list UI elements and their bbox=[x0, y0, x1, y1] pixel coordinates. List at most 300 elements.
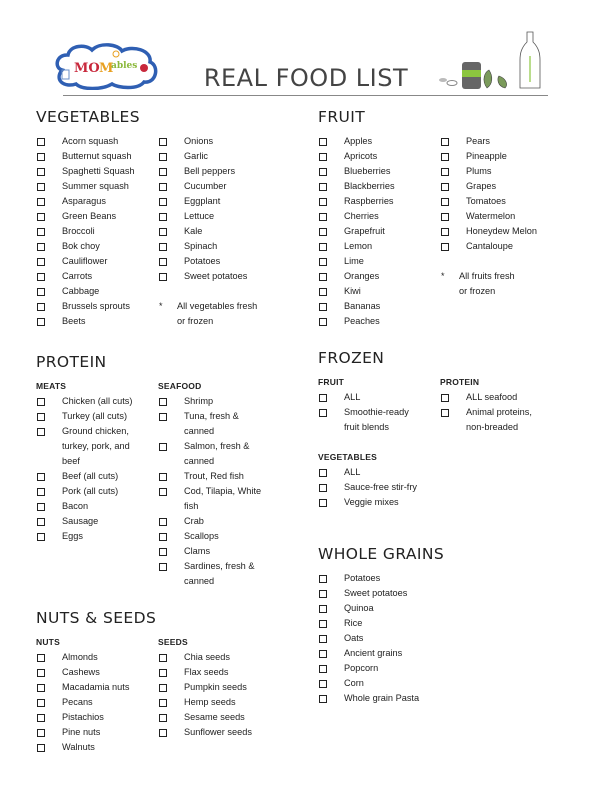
checkbox[interactable] bbox=[158, 254, 184, 269]
checkbox[interactable] bbox=[36, 469, 62, 484]
food-illustration bbox=[435, 30, 545, 92]
checklist-item[interactable] bbox=[158, 394, 280, 409]
item-label: Tomatoes bbox=[466, 196, 506, 206]
item-label: Sardines, fresh & canned bbox=[184, 561, 255, 586]
checklist-item[interactable] bbox=[158, 725, 280, 740]
item-label: Flax seeds bbox=[184, 667, 229, 677]
checklist-item[interactable] bbox=[318, 661, 440, 676]
checkbox[interactable] bbox=[158, 149, 184, 164]
checkbox[interactable] bbox=[36, 284, 62, 299]
item-label: Chia seeds bbox=[184, 652, 230, 662]
checkbox-square-icon bbox=[441, 409, 449, 417]
checkbox[interactable] bbox=[36, 134, 62, 149]
checklist-item[interactable] bbox=[318, 254, 440, 269]
item-label: Veggie mixes bbox=[344, 497, 399, 507]
checkbox[interactable] bbox=[36, 394, 62, 409]
checkbox[interactable] bbox=[318, 164, 344, 179]
checklist-item[interactable] bbox=[318, 571, 440, 586]
item-label: Animal proteins, non-breaded bbox=[466, 407, 532, 432]
checkbox[interactable] bbox=[36, 409, 62, 424]
checkbox[interactable] bbox=[36, 680, 62, 695]
checkbox[interactable] bbox=[440, 390, 466, 405]
checkbox-square-icon bbox=[159, 273, 167, 281]
checklist-item[interactable] bbox=[36, 149, 158, 164]
item-label: Honeydew Melon bbox=[466, 226, 537, 236]
checkbox[interactable] bbox=[36, 269, 62, 284]
checkbox[interactable] bbox=[158, 710, 184, 725]
checkbox[interactable] bbox=[440, 239, 466, 254]
checkbox[interactable] bbox=[440, 179, 466, 194]
checkbox-square-icon bbox=[159, 183, 167, 191]
checklist-item[interactable] bbox=[36, 725, 158, 740]
item-label: Garlic bbox=[184, 151, 208, 161]
checkbox[interactable] bbox=[158, 439, 184, 454]
checklist-item[interactable] bbox=[440, 209, 562, 224]
checklist-item[interactable] bbox=[158, 710, 280, 725]
checkbox[interactable] bbox=[318, 239, 344, 254]
item-label: Sesame seeds bbox=[184, 712, 245, 722]
svg-text:MO: MO bbox=[74, 61, 100, 76]
item-label: Pecans bbox=[62, 697, 93, 707]
checklist-item[interactable] bbox=[158, 665, 280, 680]
checkbox[interactable] bbox=[36, 179, 62, 194]
checklist-item[interactable] bbox=[440, 405, 562, 435]
checklist-item[interactable] bbox=[36, 740, 158, 755]
item-label: Watermelon bbox=[466, 211, 516, 221]
checkbox[interactable] bbox=[318, 209, 344, 224]
checkbox[interactable] bbox=[318, 224, 344, 239]
checklist-item[interactable] bbox=[158, 179, 280, 194]
checkbox[interactable] bbox=[158, 725, 184, 740]
item-label: Pears bbox=[466, 136, 491, 146]
checklist-item[interactable] bbox=[318, 616, 440, 631]
checkbox-square-icon bbox=[319, 288, 327, 296]
section-fruit bbox=[318, 107, 562, 329]
item-label: Bok choy bbox=[62, 241, 100, 251]
checkbox[interactable] bbox=[36, 484, 62, 499]
checkbox[interactable] bbox=[318, 616, 344, 631]
checkbox-square-icon bbox=[159, 488, 167, 496]
checkbox[interactable] bbox=[158, 695, 184, 710]
checkbox[interactable] bbox=[36, 514, 62, 529]
checkbox[interactable] bbox=[318, 269, 344, 284]
checkbox[interactable] bbox=[440, 405, 466, 420]
checkbox[interactable] bbox=[440, 209, 466, 224]
checklist-item[interactable] bbox=[36, 469, 158, 484]
section-heading: FRUIT bbox=[318, 108, 366, 126]
checklist-item[interactable] bbox=[318, 314, 440, 329]
item-label: Pork (all cuts) bbox=[62, 486, 119, 496]
section-frozen bbox=[318, 348, 562, 510]
checkbox[interactable] bbox=[318, 646, 344, 661]
checkbox-square-icon bbox=[159, 213, 167, 221]
checkbox-square-icon bbox=[319, 258, 327, 266]
checkbox[interactable] bbox=[318, 314, 344, 329]
checkbox[interactable] bbox=[318, 134, 344, 149]
item-label: Sweet potatoes bbox=[344, 588, 408, 598]
checklist-item[interactable] bbox=[36, 499, 158, 514]
checkbox-square-icon bbox=[319, 213, 327, 221]
checklist-item[interactable] bbox=[158, 254, 280, 269]
checkbox[interactable] bbox=[318, 254, 344, 269]
checklist-item[interactable] bbox=[440, 390, 562, 405]
checkbox[interactable] bbox=[318, 194, 344, 209]
checklist-item[interactable] bbox=[318, 284, 440, 299]
item-label: Blueberries bbox=[344, 166, 391, 176]
checkbox[interactable] bbox=[36, 209, 62, 224]
checkbox[interactable] bbox=[36, 665, 62, 680]
item-label: Cod, Tilapia, White fish bbox=[184, 486, 262, 511]
checkbox[interactable] bbox=[158, 194, 184, 209]
asterisk-icon: * bbox=[159, 301, 163, 311]
checklist-item[interactable] bbox=[318, 194, 440, 209]
checkbox[interactable] bbox=[318, 631, 344, 646]
checkbox[interactable] bbox=[158, 680, 184, 695]
checkbox[interactable] bbox=[36, 239, 62, 254]
checklist-item[interactable] bbox=[36, 134, 158, 149]
checkbox[interactable] bbox=[440, 134, 466, 149]
checklist-item[interactable] bbox=[36, 284, 158, 299]
checkbox[interactable] bbox=[36, 725, 62, 740]
checklist-item[interactable] bbox=[158, 529, 280, 544]
item-label: Carrots bbox=[62, 271, 93, 281]
checklist-item[interactable] bbox=[318, 465, 440, 480]
checkbox-square-icon bbox=[37, 428, 45, 436]
checklist-item[interactable] bbox=[158, 559, 280, 589]
checklist-item[interactable] bbox=[36, 164, 158, 179]
item-label: Cashews bbox=[62, 667, 100, 677]
checkbox-square-icon bbox=[319, 650, 327, 658]
checklist-item[interactable] bbox=[440, 164, 562, 179]
checklist-item[interactable] bbox=[318, 134, 440, 149]
checkbox-square-icon bbox=[37, 273, 45, 281]
checklist-item[interactable] bbox=[440, 194, 562, 209]
checkbox[interactable] bbox=[158, 665, 184, 680]
checkbox[interactable] bbox=[158, 514, 184, 529]
item-label: Onions bbox=[184, 136, 214, 146]
checklist-item[interactable] bbox=[318, 149, 440, 164]
item-label: Crab bbox=[184, 516, 204, 526]
checkbox[interactable] bbox=[158, 134, 184, 149]
item-label: Cauliflower bbox=[62, 256, 108, 266]
checkbox-square-icon bbox=[37, 198, 45, 206]
checkbox[interactable] bbox=[318, 676, 344, 691]
checklist-item[interactable] bbox=[318, 495, 440, 510]
checkbox-square-icon bbox=[319, 153, 327, 161]
checkbox-square-icon bbox=[159, 443, 167, 451]
checkbox-square-icon bbox=[319, 635, 327, 643]
checkbox-square-icon bbox=[37, 258, 45, 266]
checkbox[interactable] bbox=[318, 571, 344, 586]
checkbox-square-icon bbox=[319, 469, 327, 477]
checklist-item[interactable] bbox=[36, 224, 158, 239]
item-column bbox=[158, 134, 280, 329]
item-label: Lettuce bbox=[184, 211, 215, 221]
checklist-item[interactable] bbox=[318, 405, 440, 435]
checklist-item[interactable] bbox=[36, 194, 158, 209]
item-label: Salmon, fresh & canned bbox=[184, 441, 250, 466]
checklist-item[interactable] bbox=[36, 409, 158, 424]
checkbox[interactable] bbox=[158, 469, 184, 484]
asterisk-icon: * bbox=[441, 271, 445, 281]
checklist-item[interactable] bbox=[318, 179, 440, 194]
checklist-item[interactable] bbox=[318, 209, 440, 224]
checklist-item[interactable] bbox=[158, 209, 280, 224]
checkbox[interactable] bbox=[36, 740, 62, 755]
checkbox-square-icon bbox=[159, 258, 167, 266]
checkbox[interactable] bbox=[158, 559, 184, 574]
checkbox[interactable] bbox=[318, 465, 344, 480]
checklist-item[interactable] bbox=[440, 224, 562, 239]
checkbox-square-icon bbox=[319, 605, 327, 613]
checkbox[interactable] bbox=[36, 529, 62, 544]
checkbox-square-icon bbox=[441, 228, 449, 236]
checklist-item[interactable] bbox=[158, 650, 280, 665]
item-label: Trout, Red fish bbox=[184, 471, 244, 481]
checklist-item[interactable] bbox=[36, 680, 158, 695]
checklist-item[interactable] bbox=[318, 586, 440, 601]
checkbox[interactable] bbox=[440, 224, 466, 239]
checkbox[interactable] bbox=[318, 691, 344, 706]
checkbox-square-icon bbox=[319, 665, 327, 673]
item-column bbox=[440, 134, 562, 329]
subheading: MEATS bbox=[36, 381, 67, 391]
checkbox-square-icon bbox=[319, 409, 327, 417]
checkbox[interactable] bbox=[36, 424, 62, 439]
checklist-item[interactable] bbox=[318, 676, 440, 691]
checkbox[interactable] bbox=[36, 499, 62, 514]
checkbox[interactable] bbox=[318, 390, 344, 405]
item-label: Smoothie-ready fruit blends bbox=[344, 407, 409, 432]
checklist-item[interactable] bbox=[158, 134, 280, 149]
subheading: PROTEIN bbox=[440, 377, 480, 387]
checkbox-square-icon bbox=[37, 654, 45, 662]
checkbox[interactable] bbox=[318, 495, 344, 510]
checkbox[interactable] bbox=[158, 544, 184, 559]
item-label: Chicken (all cuts) bbox=[62, 396, 133, 406]
checklist-item[interactable] bbox=[158, 695, 280, 710]
checklist-item[interactable] bbox=[158, 514, 280, 529]
item-label: Blackberries bbox=[344, 181, 395, 191]
checkbox[interactable] bbox=[318, 405, 344, 420]
item-label: Walnuts bbox=[62, 742, 95, 752]
checklist-item[interactable] bbox=[158, 149, 280, 164]
checkbox[interactable] bbox=[158, 409, 184, 424]
checkbox[interactable] bbox=[440, 149, 466, 164]
item-label: Rice bbox=[344, 618, 363, 628]
checklist-item[interactable] bbox=[318, 601, 440, 616]
checklist-item[interactable] bbox=[318, 691, 440, 706]
checklist-item[interactable] bbox=[318, 631, 440, 646]
item-label: Summer squash bbox=[62, 181, 129, 191]
note-item bbox=[158, 299, 280, 329]
checkbox[interactable] bbox=[36, 254, 62, 269]
checkbox[interactable] bbox=[158, 164, 184, 179]
checklist-item[interactable] bbox=[158, 194, 280, 209]
item-label: Ancient grains bbox=[344, 648, 403, 658]
checkbox-square-icon bbox=[159, 413, 167, 421]
checkbox-square-icon bbox=[159, 398, 167, 406]
checklist-item[interactable] bbox=[36, 529, 158, 544]
checklist-item[interactable] bbox=[36, 239, 158, 254]
item-label: Cucumber bbox=[184, 181, 227, 191]
checkbox[interactable] bbox=[36, 314, 62, 329]
checklist-item[interactable] bbox=[318, 390, 440, 405]
checkbox[interactable] bbox=[158, 209, 184, 224]
checklist-item[interactable] bbox=[440, 179, 562, 194]
checkbox-square-icon bbox=[319, 183, 327, 191]
checkbox-square-icon bbox=[37, 153, 45, 161]
checklist-item[interactable] bbox=[318, 164, 440, 179]
checklist-item[interactable] bbox=[158, 239, 280, 254]
item-label: Spaghetti Squash bbox=[62, 166, 135, 176]
item-label: Sausage bbox=[62, 516, 99, 526]
checklist-item[interactable] bbox=[318, 299, 440, 314]
item-label: Pineapple bbox=[466, 151, 507, 161]
checklist-item[interactable] bbox=[318, 269, 440, 284]
checkbox[interactable] bbox=[36, 164, 62, 179]
item-label: Pumpkin seeds bbox=[184, 682, 247, 692]
checkbox-square-icon bbox=[37, 533, 45, 541]
checkbox[interactable] bbox=[440, 194, 466, 209]
checkbox[interactable] bbox=[158, 269, 184, 284]
checklist-item[interactable] bbox=[158, 164, 280, 179]
checkbox[interactable] bbox=[36, 149, 62, 164]
checklist-item[interactable] bbox=[158, 544, 280, 559]
checklist-item[interactable] bbox=[440, 149, 562, 164]
item-column bbox=[36, 134, 158, 329]
checkbox[interactable] bbox=[36, 695, 62, 710]
checkbox[interactable] bbox=[318, 179, 344, 194]
checklist-item[interactable] bbox=[36, 665, 158, 680]
checkbox[interactable] bbox=[318, 299, 344, 314]
checkbox-square-icon bbox=[159, 669, 167, 677]
checkbox-square-icon bbox=[441, 138, 449, 146]
checkbox[interactable] bbox=[318, 586, 344, 601]
item-label: Lemon bbox=[344, 241, 373, 251]
checkbox[interactable] bbox=[158, 224, 184, 239]
checkbox[interactable] bbox=[318, 284, 344, 299]
item-label: Butternut squash bbox=[62, 151, 132, 161]
item-column bbox=[318, 450, 440, 510]
checkbox[interactable] bbox=[158, 650, 184, 665]
header-rule bbox=[63, 95, 548, 96]
checkbox[interactable] bbox=[158, 179, 184, 194]
checklist-item[interactable] bbox=[36, 314, 158, 329]
checkbox-square-icon bbox=[159, 243, 167, 251]
checkbox-square-icon bbox=[37, 213, 45, 221]
checklist-item[interactable] bbox=[36, 650, 158, 665]
checklist-item[interactable] bbox=[36, 514, 158, 529]
checklist-item[interactable] bbox=[318, 646, 440, 661]
checkbox-square-icon bbox=[319, 590, 327, 598]
item-label: Sweet potatoes bbox=[184, 271, 248, 281]
item-label: Sunflower seeds bbox=[184, 727, 252, 737]
item-label: Shrimp bbox=[184, 396, 214, 406]
checklist-item[interactable] bbox=[440, 239, 562, 254]
checkbox[interactable] bbox=[36, 194, 62, 209]
checklist-item[interactable] bbox=[158, 269, 280, 284]
checklist-item[interactable] bbox=[158, 439, 280, 469]
checklist-item[interactable] bbox=[158, 680, 280, 695]
checklist-item[interactable] bbox=[318, 480, 440, 495]
checkbox[interactable] bbox=[36, 224, 62, 239]
checkbox-square-icon bbox=[159, 473, 167, 481]
checkbox[interactable] bbox=[36, 299, 62, 314]
checkbox-square-icon bbox=[37, 398, 45, 406]
checklist-item[interactable] bbox=[36, 484, 158, 499]
checkbox[interactable] bbox=[158, 239, 184, 254]
checklist-item[interactable] bbox=[158, 469, 280, 484]
item-label: Hemp seeds bbox=[184, 697, 236, 707]
checklist-item[interactable] bbox=[36, 179, 158, 194]
checkbox[interactable] bbox=[318, 661, 344, 676]
checklist-item[interactable] bbox=[158, 484, 280, 514]
checklist-item[interactable] bbox=[440, 134, 562, 149]
item-label: Macadamia nuts bbox=[62, 682, 130, 692]
checkbox[interactable] bbox=[36, 710, 62, 725]
item-label: Beef (all cuts) bbox=[62, 471, 119, 481]
checkbox-square-icon bbox=[37, 714, 45, 722]
checklist-item[interactable] bbox=[36, 299, 158, 314]
section-heading: NUTS & SEEDS bbox=[36, 609, 157, 627]
checkbox[interactable] bbox=[318, 149, 344, 164]
momables-logo bbox=[52, 40, 162, 90]
checkbox-square-icon bbox=[37, 288, 45, 296]
checkbox-square-icon bbox=[319, 243, 327, 251]
item-label: Bacon bbox=[62, 501, 89, 511]
item-column bbox=[158, 635, 280, 755]
item-label: All fruits fresh or frozen bbox=[459, 271, 515, 296]
item-label: Oranges bbox=[344, 271, 380, 281]
item-label: All vegetables fresh or frozen bbox=[177, 301, 258, 326]
checklist-item[interactable] bbox=[36, 394, 158, 409]
checkbox-square-icon bbox=[37, 729, 45, 737]
checkbox-square-icon bbox=[159, 729, 167, 737]
checkbox[interactable] bbox=[318, 601, 344, 616]
item-label: Turkey (all cuts) bbox=[62, 411, 128, 421]
item-group bbox=[36, 379, 280, 589]
checkbox[interactable] bbox=[440, 164, 466, 179]
checklist-item[interactable] bbox=[36, 269, 158, 284]
checklist-item[interactable] bbox=[36, 710, 158, 725]
checklist-item[interactable] bbox=[36, 695, 158, 710]
item-column bbox=[318, 571, 440, 706]
item-label: Cherries bbox=[344, 211, 379, 221]
checklist-item[interactable] bbox=[36, 424, 158, 469]
checkbox[interactable] bbox=[36, 650, 62, 665]
item-label: Acorn squash bbox=[62, 136, 119, 146]
checklist-item[interactable] bbox=[36, 209, 158, 224]
checklist-item[interactable] bbox=[318, 239, 440, 254]
section-heading: FROZEN bbox=[318, 349, 385, 367]
checkbox[interactable] bbox=[158, 484, 184, 499]
item-label: Eggs bbox=[62, 531, 83, 541]
item-group bbox=[318, 134, 562, 329]
checkbox-square-icon bbox=[319, 695, 327, 703]
checkbox[interactable] bbox=[158, 394, 184, 409]
item-group bbox=[36, 134, 280, 329]
checklist-item[interactable] bbox=[36, 254, 158, 269]
checklist-item[interactable] bbox=[158, 409, 280, 439]
item-column bbox=[318, 134, 440, 329]
checklist-item[interactable] bbox=[158, 224, 280, 239]
checkbox[interactable] bbox=[318, 480, 344, 495]
checkbox[interactable] bbox=[158, 529, 184, 544]
svg-text:M: M bbox=[99, 61, 114, 76]
checklist-item[interactable] bbox=[318, 224, 440, 239]
item-label: ALL seafood bbox=[466, 392, 518, 402]
